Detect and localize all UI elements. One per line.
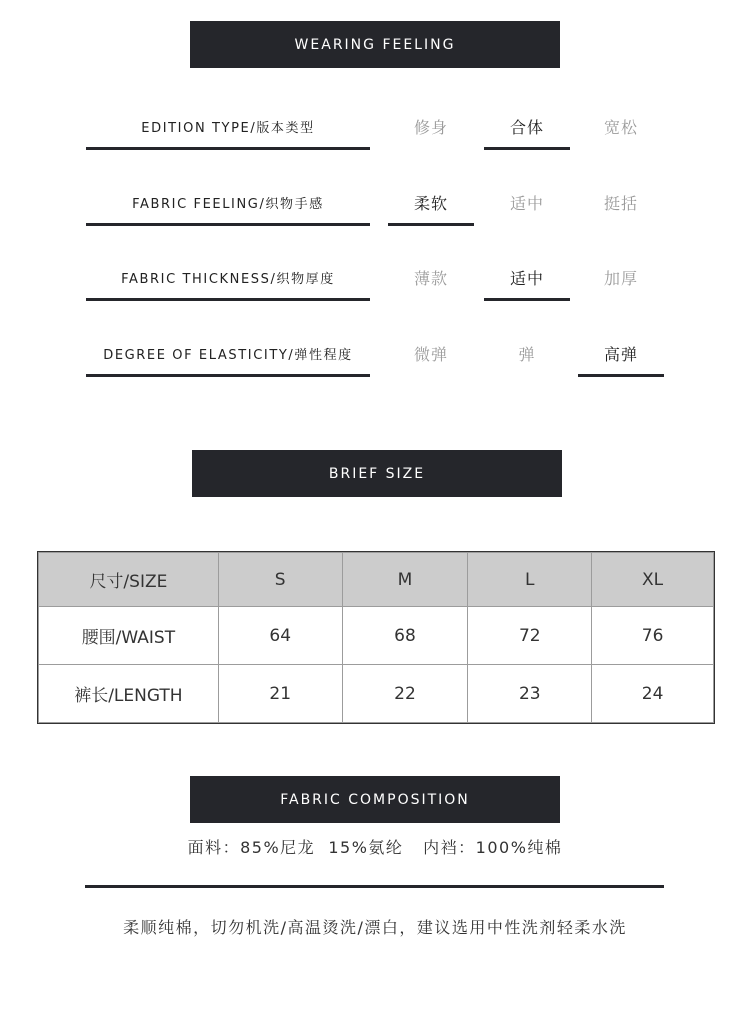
fabric-composition-banner (190, 776, 560, 823)
table-cell: 68 (342, 607, 468, 665)
option-1-selected: 适中 (484, 256, 570, 301)
attribute-label: EDITION TYPE/版本类型 (86, 105, 370, 150)
wearing-feeling-banner (190, 21, 560, 68)
table-row (39, 607, 714, 665)
option-0: 修身 (413, 117, 448, 137)
table-cell: 腰围/WAIST (39, 607, 219, 665)
size-header-cell: 尺寸/SIZE (39, 553, 219, 607)
option-2: 宽松 (603, 117, 638, 137)
table-row (39, 665, 714, 723)
option-1: 适中 (509, 193, 544, 213)
attribute-row-edition-type (0, 105, 750, 165)
table-cell: 24 (592, 665, 714, 723)
table-cell: 裤长/LENGTH (39, 665, 219, 723)
size-header-cell: M (342, 553, 468, 607)
fabric-composition-title: FABRIC COMPOSITION (280, 791, 470, 808)
option-0: 薄款 (413, 268, 448, 288)
table-cell: 23 (468, 665, 592, 723)
wearing-feeling-title: WEARING FEELING (294, 36, 456, 53)
table-cell: 76 (592, 607, 714, 665)
attribute-label: FABRIC THICKNESS/织物厚度 (86, 256, 370, 301)
attribute-row-elasticity (0, 332, 750, 392)
option-2: 挺括 (603, 193, 638, 213)
brief-size-banner (192, 450, 562, 497)
option-2: 加厚 (603, 268, 638, 288)
size-table (38, 552, 714, 723)
option-0: 微弹 (413, 344, 448, 364)
option-0-selected: 柔软 (388, 181, 474, 226)
attribute-row-fabric-feeling (0, 181, 750, 241)
divider (85, 885, 664, 888)
table-cell: 72 (468, 607, 592, 665)
brief-size-title: BRIEF SIZE (328, 465, 426, 482)
fabric-composition-text: 面料：85%尼龙 15%氨纶 内裆：100%纯棉 (187, 838, 563, 857)
option-1: 弹 (518, 344, 536, 364)
attribute-label: FABRIC FEELING/织物手感 (86, 181, 370, 226)
size-header-cell: L (468, 553, 592, 607)
table-cell: 21 (218, 665, 342, 723)
size-header-cell: S (218, 553, 342, 607)
option-1-selected: 合体 (484, 105, 570, 150)
table-cell: 64 (218, 607, 342, 665)
size-header-cell: XL (592, 553, 714, 607)
size-table-header-row (39, 553, 714, 607)
table-cell: 22 (342, 665, 468, 723)
option-2-selected: 高弹 (578, 332, 664, 377)
care-instructions-text: 柔顺纯棉，切勿机洗/高温烫洗/漂白，建议选用中性洗剂轻柔水洗 (123, 918, 627, 937)
attribute-label: DEGREE OF ELASTICITY/弹性程度 (86, 332, 370, 377)
attribute-row-fabric-thickness (0, 256, 750, 316)
